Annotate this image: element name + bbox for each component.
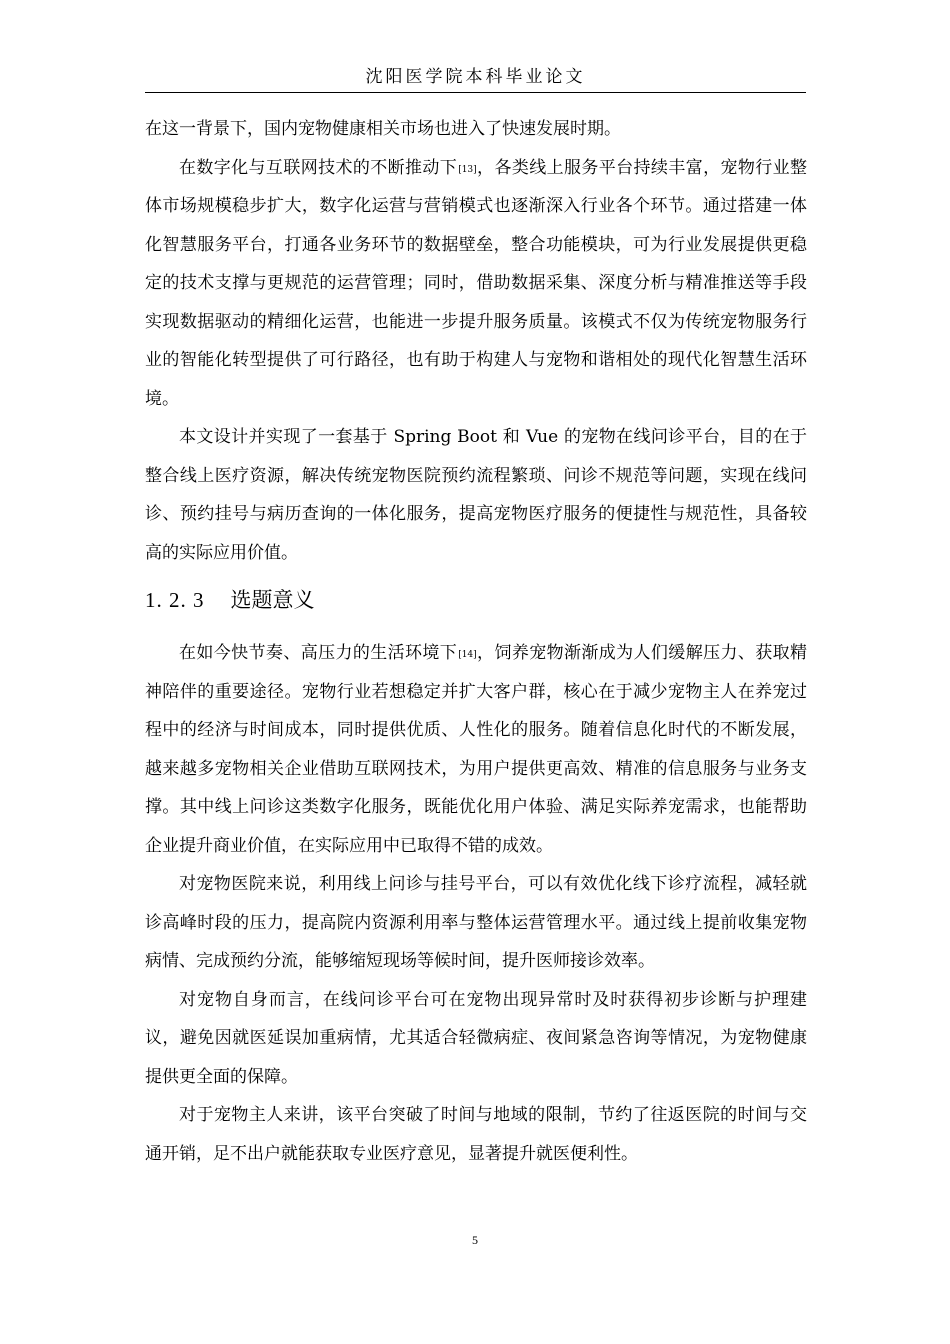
paragraph-text: 在如今快节奏、高压力的生活环境下	[179, 643, 458, 663]
paragraph-continuation: 在这一背景下，国内宠物健康相关市场也进入了快速发展时期。	[145, 119, 621, 139]
body-text	[145, 110, 807, 1173]
paragraph-owner: 对于宠物主人来讲，该平台突破了时间与地域的限制，节约了往返医院的时间与交通开销，足不出户就能获取专业医疗意见，显著提升就医便利性。	[145, 1105, 807, 1164]
section-heading	[145, 572, 807, 634]
citation-ref: [13]	[458, 164, 477, 175]
header-rule	[145, 92, 806, 93]
page-number: 5	[472, 1233, 478, 1247]
paragraph-text: 在数字化与互联网技术的不断推动下	[179, 157, 458, 178]
paragraph-text: ，饲养宠物渐渐成为人们缓解压力、获取精神陪伴的重要途径。宠物行业若想稳定并扩大客户群，核心在于减少宠物主人在养宠过程中的经济与时间成本，同时提供优质、人性化的服务。随着信息化时代的不断发展，越来越多宠物相关企业借助互联网技术，为用户提供更高效、精准的信息服务与业务支撑。其中线上问诊这类数字化服务，既能优化用户体验、满足实际养宠需求，也能帮助企业提升商业价值，在实际应用中已取得不错的成效。	[145, 643, 808, 856]
citation-ref: [14]	[458, 650, 477, 660]
paragraph-system-overview: 本文设计并实现了一套基于 Spring Boot 和 Vue 的宠物在线问诊平台，目的在于整合线上医疗资源，解决传统宠物医院预约流程繁琐、问诊不规范等问题，实现在线问诊、预约挂号与病历查询的一体化服务，提高宠物医疗服务的便捷性与规范性，具备较高的实际应用价值。	[145, 427, 807, 563]
section-title: 选题意义	[230, 588, 315, 612]
running-header: 沈阳医学院本科毕业论文	[365, 67, 586, 87]
section-number: 1. 2. 3	[145, 588, 205, 612]
paragraph-hospital: 对宠物医院来说，利用线上问诊与挂号平台，可以有效优化线下诊疗流程，减轻就诊高峰时段的压力，提高院内资源利用率与整体运营管理水平。通过线上提前收集宠物病情、完成预约分流，能够缩短现场等候时间，提升医师接诊效率。	[145, 874, 807, 971]
paragraph-digitalization	[145, 149, 807, 419]
paragraph-pet: 对宠物自身而言，在线问诊平台可在宠物出现异常时及时获得初步诊断与护理建议，避免因就医延误加重病情，尤其适合轻微病症、夜间紧急咨询等情况，为宠物健康提供更全面的保障。	[145, 989, 807, 1087]
paragraph-background	[145, 634, 807, 865]
paragraph-text: ，各类线上服务平台持续丰富，宠物行业整体市场规模稳步扩大，数字化运营与营销模式也逐渐深入行业各个环节。通过搭建一体化智慧服务平台，打通各业务环节的数据壁垒，整合功能模块，可为行业发展提供更稳定的技术支撑与更规范的运营管理；同时，借助数据采集、深度分析与精准推送等手段实现数据驱动的精细化运营，也能进一步提升服务质量。该模式不仅为传统宠物服务行业的智能化转型提供了可行路径，也有助于构建人与宠物和谐相处的现代化智慧生活环境。	[145, 157, 808, 409]
